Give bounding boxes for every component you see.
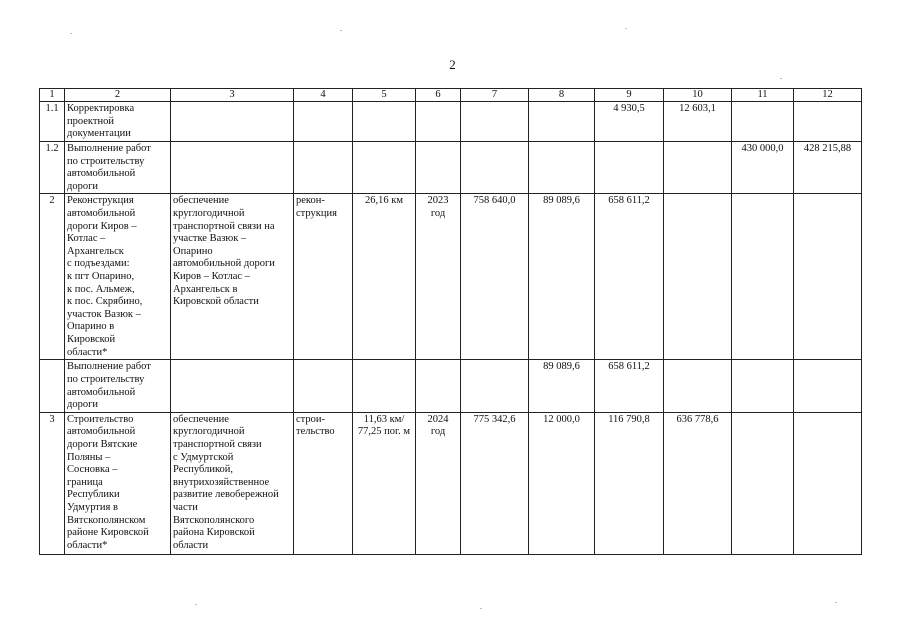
purpose-cell	[171, 360, 294, 412]
amount-cell: 658 611,2	[595, 360, 664, 412]
amount-cell	[732, 360, 794, 412]
amount-cell	[664, 360, 732, 412]
header-cell: 2	[65, 89, 171, 102]
amount-cell	[664, 194, 732, 360]
row-number-cell: 3	[40, 412, 65, 554]
period-cell	[416, 102, 461, 142]
table-row	[40, 142, 862, 194]
capacity-cell	[353, 360, 416, 412]
header-cell: 5	[353, 89, 416, 102]
table-header-row	[40, 89, 862, 102]
amount-cell: 12 603,1	[664, 102, 732, 142]
amount-cell: 89 089,6	[529, 194, 595, 360]
header-cell: 1	[40, 89, 65, 102]
work-type-cell: строи- тельство	[294, 412, 353, 554]
work-type-cell	[294, 102, 353, 142]
scan-speck	[625, 28, 627, 29]
amount-cell: 116 790,8	[595, 412, 664, 554]
amount-cell: 430 000,0	[732, 142, 794, 194]
work-type-cell: рекон- струкция	[294, 194, 353, 360]
work-type-cell	[294, 360, 353, 412]
header-cell: 3	[171, 89, 294, 102]
amount-cell: 4 930,5	[595, 102, 664, 142]
header-cell: 11	[732, 89, 794, 102]
header-cell: 7	[461, 89, 529, 102]
amount-cell	[732, 194, 794, 360]
capacity-cell: 26,16 км	[353, 194, 416, 360]
table-row	[40, 412, 862, 554]
cost-cell	[461, 360, 529, 412]
scan-speck	[480, 608, 482, 609]
period-cell: 2023 год	[416, 194, 461, 360]
header-cell: 8	[529, 89, 595, 102]
purpose-cell: обеспечение круглогодичной транспортной связи на участке Вазюк – Опарино автомобильной дороги Киров – Котлас – Архангельск в Кировской области	[171, 194, 294, 360]
investment-table	[39, 88, 862, 555]
scan-speck	[340, 30, 342, 31]
object-name-cell: Реконструкция автомобильной дороги Киров – Котлас – Архангельск с подъездами: к пгт Опарино, к пос. Альмеж, к пос. Скрябино, участок Вазюк – Опарино в Кировской области*	[65, 194, 171, 360]
amount-cell	[529, 142, 595, 194]
cost-cell: 775 342,6	[461, 412, 529, 554]
object-name-cell: Выполнение работ по строительству автомобильной дороги	[65, 142, 171, 194]
period-cell	[416, 360, 461, 412]
amount-cell: 636 778,6	[664, 412, 732, 554]
amount-cell	[732, 412, 794, 554]
table-row	[40, 102, 862, 142]
amount-cell	[794, 194, 862, 360]
row-number-cell: 1.1	[40, 102, 65, 142]
amount-cell: 428 215,88	[794, 142, 862, 194]
header-cell: 12	[794, 89, 862, 102]
capacity-cell	[353, 102, 416, 142]
amount-cell	[794, 102, 862, 142]
cost-cell: 758 640,0	[461, 194, 529, 360]
amount-cell: 658 611,2	[595, 194, 664, 360]
scan-speck	[835, 602, 837, 603]
amount-cell	[664, 142, 732, 194]
header-cell: 6	[416, 89, 461, 102]
object-name-cell: Строительство автомобильной дороги Вятские Поляны – Сосновка – граница Республики Удмуртия в Вятскополянском районе Кировской области*	[65, 412, 171, 554]
row-number-cell: 2	[40, 194, 65, 360]
cost-cell	[461, 142, 529, 194]
table-row	[40, 360, 862, 412]
row-number-cell	[40, 360, 65, 412]
purpose-cell	[171, 142, 294, 194]
amount-cell: 12 000,0	[529, 412, 595, 554]
purpose-cell	[171, 102, 294, 142]
object-name-cell: Корректировка проектной документации	[65, 102, 171, 142]
purpose-cell: обеспечение круглогодичной транспортной связи с Удмуртской Республикой, внутрихозяйственное развитие левобережной части Вятскополянского района Кировской области	[171, 412, 294, 554]
work-type-cell	[294, 142, 353, 194]
period-cell	[416, 142, 461, 194]
row-number-cell: 1.2	[40, 142, 65, 194]
header-cell: 4	[294, 89, 353, 102]
table-row	[40, 194, 862, 360]
scan-speck	[195, 604, 197, 605]
header-cell: 9	[595, 89, 664, 102]
capacity-cell: 11,63 км/ 77,25 пог. м	[353, 412, 416, 554]
object-name-cell: Выполнение работ по строительству автомобильной дороги	[65, 360, 171, 412]
amount-cell	[794, 412, 862, 554]
period-cell: 2024 год	[416, 412, 461, 554]
amount-cell	[732, 102, 794, 142]
amount-cell	[595, 142, 664, 194]
amount-cell	[794, 360, 862, 412]
page-number: 2	[449, 57, 456, 72]
capacity-cell	[353, 142, 416, 194]
scan-speck	[70, 33, 72, 34]
cost-cell	[461, 102, 529, 142]
amount-cell	[529, 102, 595, 142]
scan-speck	[780, 78, 782, 79]
header-cell: 10	[664, 89, 732, 102]
amount-cell: 89 089,6	[529, 360, 595, 412]
